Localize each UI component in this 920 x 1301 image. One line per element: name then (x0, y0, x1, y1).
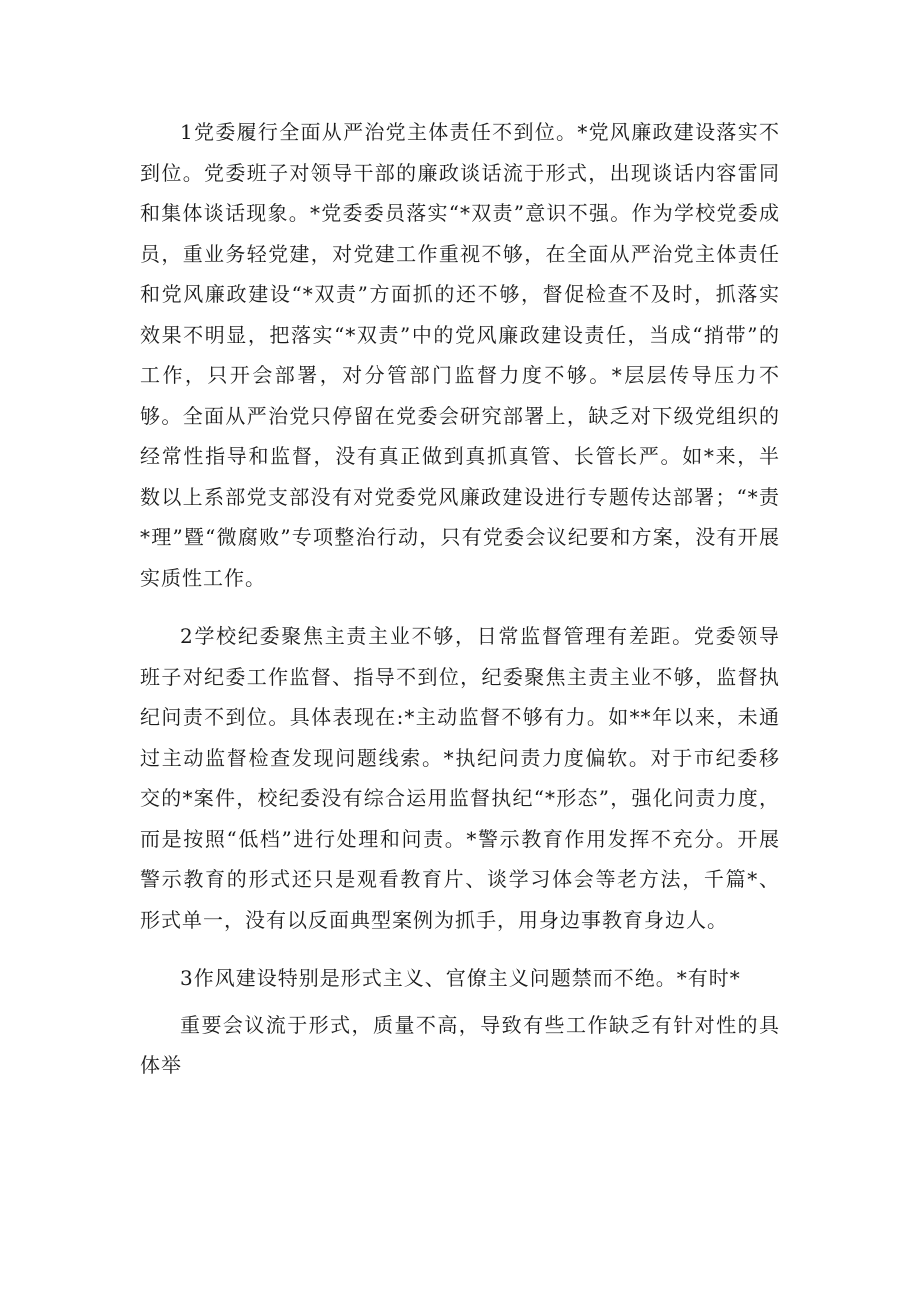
paragraph-2: 2学校纪委聚焦主责主业不够，日常监督管理有差距。党委领导班子对纪委工作监督、指导不到位，纪委聚焦主责主业不够，监督执纪问责不到位。具体表现在:*主动监督不够有力。如**年以来，未通过主动监督检查发现问题线索。*执纪问责力度偏软。对于市纪委移交的*案件，校纪委没有综合运用监督执纪“*形态”，强化问责力度，而是按照“低档”进行处理和问责。*警示教育作用发挥不充分。开展警示教育的形式还只是观看教育片、谈学习体会等老方法，千篇*、形式单一，没有以反面典型案例为抓手，用身边事教育身边人。 (140, 624, 780, 932)
paragraph-3: 3作风建设特别是形式主义、官僚主义问题禁而不绝。*有时* (180, 966, 741, 990)
paragraph-4: 重要会议流于形式，质量不高，导致有些工作缺乏有针对性的具体举 (140, 1012, 780, 1077)
paragraph-1: 1党委履行全面从严治党主体责任不到位。*党风廉政建设落实不到位。党委班子对领导干部的廉政谈话流于形式，出现谈话内容雷同和集体谈话现象。*党委委员落实“*双责”意识不强。作为学校党委成员，重业务轻党建，对党建工作重视不够，在全面从严治党主体责任和党风廉政建设“*双责”方面抓的还不够，督促检查不及时，抓落实效果不明显，把落实“*双责”中的党风廉政建设责任，当成“捎带”的工作，只开会部署，对分管部门监督力度不够。*层层传导压力不够。全面从严治党只停留在党委会研究部署上，缺乏对下级党组织的经常性指导和监督，没有真正做到真抓真管、长管长严。如*来，半数以上系部党支部没有对党委党风廉政建设进行专题传达部署；“*责*理”暨“微腐败”专项整治行动，只有党委会议纪要和方案，没有开展实质性工作。 (140, 120, 780, 590)
document-body (140, 112, 780, 1104)
